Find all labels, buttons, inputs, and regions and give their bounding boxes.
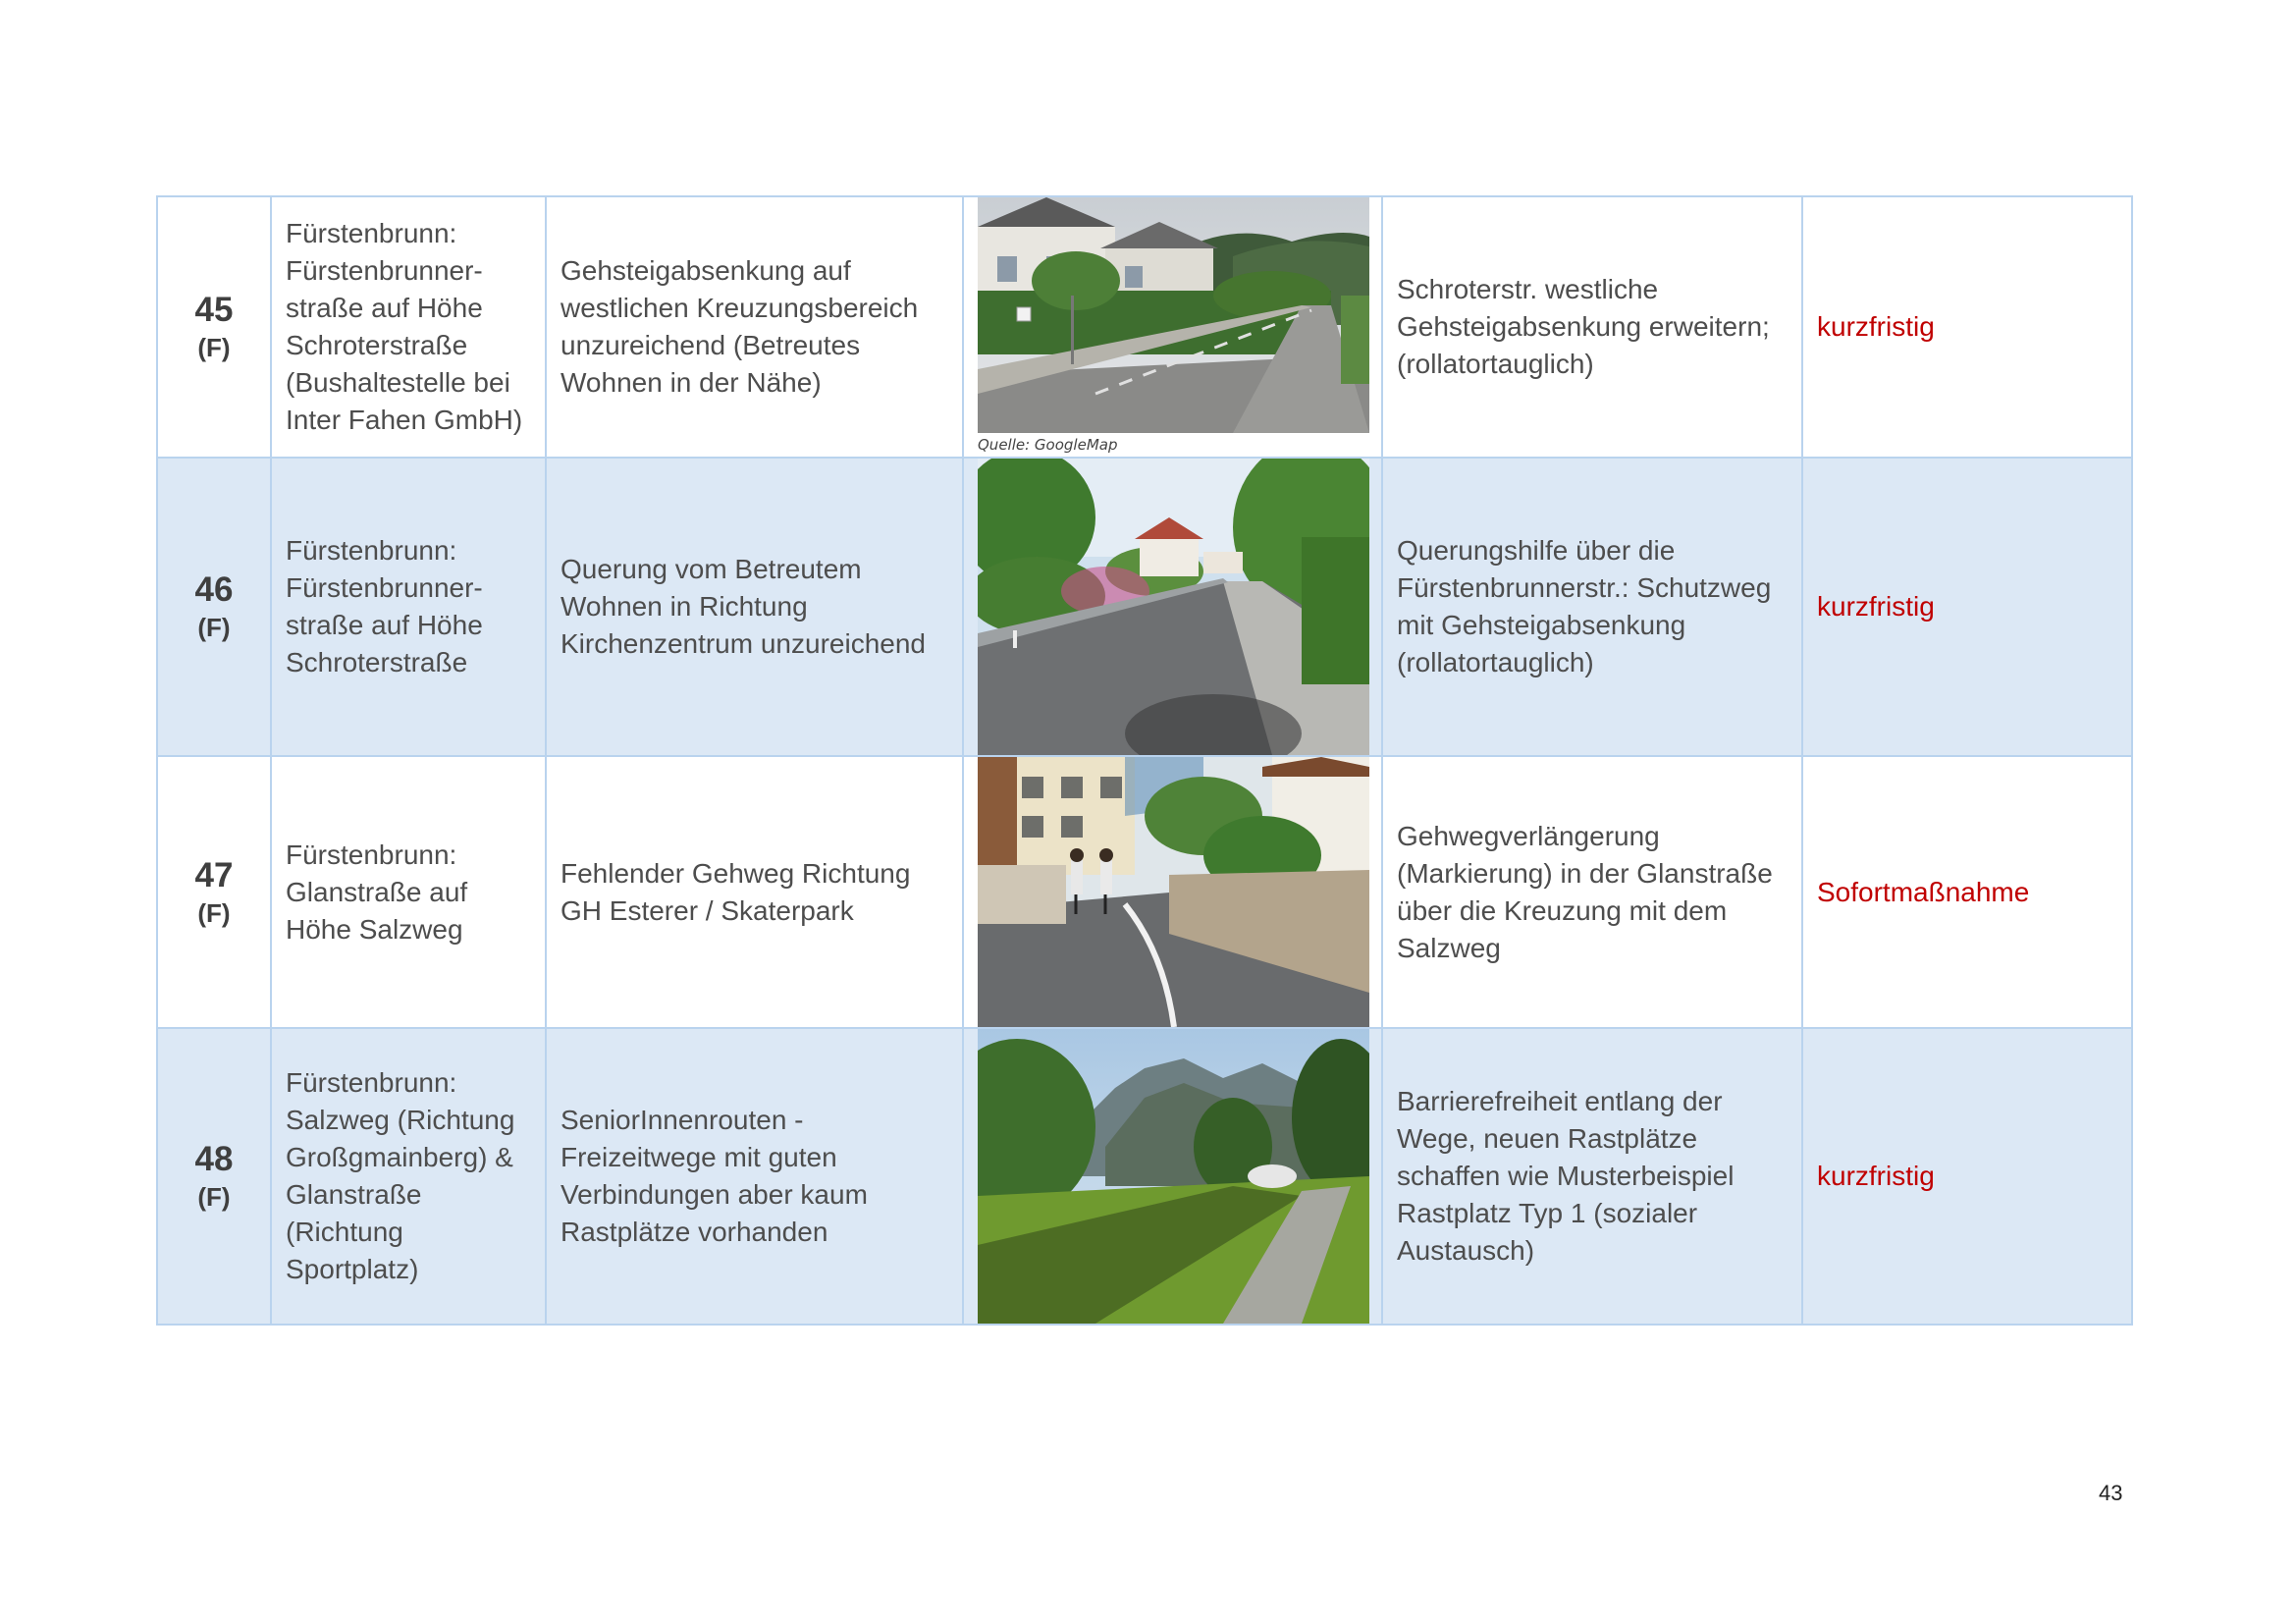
location-cell: Fürstenbrunn: Fürstenbrunner-straße auf Höhe Schroterstraße	[271, 458, 546, 756]
measure-cell: Querungshilfe über die Fürstenbrunnerstr.: Schutzweg mit Gehsteigabsenkung (rollatortauglich)	[1382, 458, 1802, 756]
row-number-cell	[157, 1028, 271, 1325]
row-number-cell	[157, 196, 271, 458]
road-photo-icon	[978, 459, 1369, 755]
table-row	[157, 756, 2132, 1028]
location-cell: Fürstenbrunn: Salzweg (Richtung Großgmainberg) & Glanstraße (Richtung Sportplatz)	[271, 1028, 546, 1325]
problem-cell: Fehlender Gehweg Richtung GH Esterer / Skaterpark	[546, 756, 963, 1028]
photo-caption: Quelle: GoogleMap	[978, 436, 1118, 454]
row-number: 47	[194, 855, 234, 894]
location-cell: Fürstenbrunn: Glanstraße auf Höhe Salzweg	[271, 756, 546, 1028]
row-number-cell	[157, 756, 271, 1028]
photo-cell	[963, 196, 1382, 458]
street-photo-icon	[978, 197, 1369, 433]
priority-cell: kurzfristig	[1802, 196, 2132, 458]
photo-cell	[963, 756, 1382, 1028]
row-number: 46	[194, 570, 234, 609]
photo-cell	[963, 1028, 1382, 1325]
row-tag: (F)	[197, 613, 231, 642]
row-number: 48	[194, 1140, 234, 1178]
table-row	[157, 458, 2132, 756]
measure-cell: Barrierefreiheit entlang der Wege, neuen Rastplätze schaffen wie Musterbeispiel Rastplatz Typ 1 (sozialer Austausch)	[1382, 1028, 1802, 1325]
cyclists-photo-icon	[978, 757, 1369, 1027]
table-row	[157, 196, 2132, 458]
meadow-mountain-photo-icon	[978, 1029, 1369, 1324]
page-number: 43	[2099, 1481, 2123, 1505]
problem-cell: SeniorInnenrouten - Freizeitwege mit guten Verbindungen aber kaum Rastplätze vorhanden	[546, 1028, 963, 1325]
row-tag: (F)	[197, 897, 231, 928]
priority-cell: kurzfristig	[1802, 458, 2132, 756]
row-tag: (F)	[197, 333, 231, 362]
priority-cell: kurzfristig	[1802, 1028, 2132, 1325]
problem-cell: Querung vom Betreutem Wohnen in Richtung Kirchenzentrum unzureichend	[546, 458, 963, 756]
measure-cell: Gehwegverlängerung (Markierung) in der Glanstraße über die Kreuzung mit dem Salzweg	[1382, 756, 1802, 1028]
measures-table	[156, 195, 2133, 1326]
location-cell: Fürstenbrunn: Fürstenbrunner-straße auf Höhe Schroterstraße (Bushaltestelle bei Inter Fahen GmbH)	[271, 196, 546, 458]
problem-cell: Gehsteigabsenkung auf westlichen Kreuzungsbereich unzureichend (Betreutes Wohnen in der Nähe)	[546, 196, 963, 458]
table-row	[157, 1028, 2132, 1325]
row-number-cell	[157, 458, 271, 756]
measure-cell: Schroterstr. westliche Gehsteigabsenkung erweitern; (rollatortauglich)	[1382, 196, 1802, 458]
photo-cell	[963, 458, 1382, 756]
row-number: 45	[194, 291, 234, 329]
priority-cell: Sofortmaßnahme	[1802, 756, 2132, 1028]
row-tag: (F)	[197, 1182, 231, 1212]
